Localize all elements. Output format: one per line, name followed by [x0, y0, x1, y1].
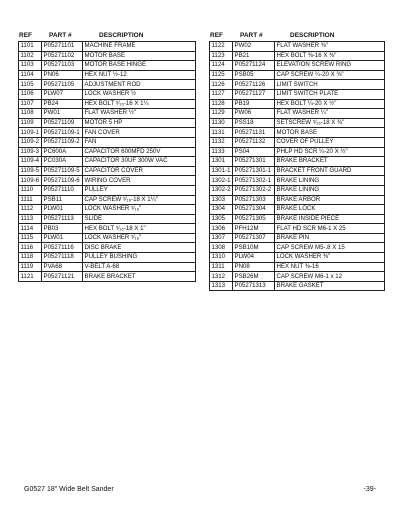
part-cell: PVA68	[42, 262, 83, 272]
description-cell: HEX NUT ⅜-16	[275, 262, 385, 272]
table-row	[19, 42, 196, 52]
ref-cell: 1304	[210, 205, 233, 215]
ref-header: REF	[210, 32, 223, 39]
table-row	[19, 185, 196, 195]
ref-cell: 1302-1	[210, 176, 233, 186]
ref-cell: 1108	[19, 109, 42, 119]
description-cell: BRAKE LOCK	[275, 205, 385, 215]
description-cell: HEX BOLT ⁵⁄₁₆-16 X 1¼	[83, 99, 196, 109]
part-cell: P05271121	[42, 272, 83, 282]
part-cell: P05271118	[42, 253, 83, 263]
ref-cell: 1124	[210, 61, 233, 71]
part-cell: P05271305	[233, 214, 275, 224]
ref-cell: 1310	[210, 253, 233, 263]
description-cell: ADJUSTMENT ROD	[83, 80, 196, 90]
part-cell: PFH12M	[233, 224, 275, 234]
part-cell: P05271307	[233, 233, 275, 243]
part-cell: PSB11	[42, 195, 83, 205]
part-cell: P05271302-2	[233, 185, 275, 195]
ref-header: REF	[19, 32, 32, 39]
description-cell: SETSCREW ⁵⁄₁₆-18 X ⅜"	[275, 118, 385, 128]
part-cell: PLW01	[42, 205, 83, 215]
table-row	[210, 80, 385, 90]
part-cell: P05271109-1	[42, 128, 83, 138]
ref-cell: 1130	[210, 118, 233, 128]
part-cell: P05271105	[42, 80, 83, 90]
part-cell: P05271303	[233, 195, 275, 205]
table-row	[210, 137, 385, 147]
description-cell: FAN	[83, 137, 196, 147]
table-row	[19, 118, 196, 128]
table-row	[19, 166, 196, 176]
ref-cell: 1106	[19, 89, 42, 99]
ref-cell: 1116	[19, 243, 42, 253]
ref-cell: 1113	[19, 214, 42, 224]
description-cell: BRAKE LINING	[275, 185, 385, 195]
ref-cell: 1118	[19, 253, 42, 263]
ref-cell: 1133	[210, 147, 233, 157]
table-row	[210, 185, 385, 195]
table-row	[210, 224, 385, 234]
table-row	[210, 51, 385, 61]
ref-cell: 1101	[19, 42, 42, 52]
part-cell: P05271110	[42, 185, 83, 195]
table-header	[18, 31, 196, 41]
part-cell: P05271127	[233, 89, 275, 99]
part-cell: PS04	[233, 147, 275, 157]
table-row	[19, 157, 196, 167]
table-row	[19, 253, 196, 263]
description-cell: FLAT WASHER ½"	[83, 109, 196, 119]
table-row	[210, 262, 385, 272]
part-cell: PB24	[42, 99, 83, 109]
description-cell: LOCK WASHER ½	[83, 89, 196, 99]
part-cell: PSB26M	[233, 272, 275, 282]
table-row	[19, 89, 196, 99]
ref-cell: 1109-4	[19, 157, 42, 167]
description-cell: DISC BRAKE	[83, 243, 196, 253]
ref-cell: 1125	[210, 70, 233, 80]
ref-cell: 1111	[19, 195, 42, 205]
ref-cell: 1114	[19, 224, 42, 234]
ref-cell: 1301	[210, 157, 233, 167]
description-cell: LIMIT SWITCH	[275, 80, 385, 90]
table-row	[19, 70, 196, 80]
table-row	[19, 205, 196, 215]
table-row	[210, 281, 385, 291]
part-cell: P05271109-6	[42, 176, 83, 186]
description-cell: BRAKE LINING	[275, 176, 385, 186]
ref-cell: 1128	[210, 99, 233, 109]
ref-cell: 1305	[210, 214, 233, 224]
table-row	[210, 157, 385, 167]
ref-cell: 1115	[19, 233, 42, 243]
part-cell: PSS18	[233, 118, 275, 128]
table-row	[19, 147, 196, 157]
description-cell: HEX BOLT ¼-20 X ½"	[275, 99, 385, 109]
ref-cell: 1306	[210, 224, 233, 234]
part-cell: PC600A	[42, 147, 83, 157]
ref-cell: 1127	[210, 89, 233, 99]
table-row	[19, 224, 196, 234]
table-row	[210, 176, 385, 186]
table-row	[210, 205, 385, 215]
ref-cell: 1105	[19, 80, 42, 90]
part-cell: P05271126	[233, 80, 275, 90]
ref-cell: 1311	[210, 262, 233, 272]
description-cell: FLAT WASHER ¼"	[275, 109, 385, 119]
part-cell: PW02	[233, 42, 275, 52]
part-cell: PN06	[42, 70, 83, 80]
table-row	[210, 128, 385, 138]
part-cell: PB19	[233, 99, 275, 109]
description-cell: LIMIT SWITCH PLATE	[275, 89, 385, 99]
ref-cell: 1312	[210, 272, 233, 282]
part-cell: PB03	[42, 224, 83, 234]
description-cell: CAP SCREW ¼-20 X ⅜"	[275, 70, 385, 80]
part-cell: P05271109	[42, 118, 83, 128]
description-cell: COVER OF PULLEY	[275, 137, 385, 147]
description-cell: BRAKE PIN	[275, 233, 385, 243]
description-cell: MACHINE FRAME	[83, 42, 196, 52]
table-row	[210, 109, 385, 119]
part-cell: P05271109-5	[42, 166, 83, 176]
description-cell: PHLP HD SCR ¼-20 X ½"	[275, 147, 385, 157]
part-cell: P05271103	[42, 61, 83, 71]
description-cell: SLIDE	[83, 214, 196, 224]
description-cell: BRAKE BRACKET	[83, 272, 196, 282]
part-cell: PN08	[233, 262, 275, 272]
description-cell: CAPACITOR 600MFD 250V	[83, 147, 196, 157]
description-cell: ELEVATION SCREW RING	[275, 61, 385, 71]
ref-cell: 1109-2	[19, 137, 42, 147]
ref-cell: 1112	[19, 205, 42, 215]
ref-cell: 1107	[19, 99, 42, 109]
ref-cell: 1109-5	[19, 166, 42, 176]
table-row	[19, 214, 196, 224]
table-row	[19, 109, 196, 119]
description-cell: BRAKE BRACKET	[275, 157, 385, 167]
table-row	[19, 243, 196, 253]
table-row	[210, 147, 385, 157]
description-cell: HEX NUT ½-12	[83, 70, 196, 80]
table-row	[19, 176, 196, 186]
part-cell: P05271101	[42, 42, 83, 52]
parts-table-right	[209, 31, 385, 291]
part-cell: P05271109-2	[42, 137, 83, 147]
description-cell: BRAKE INSIDE PIECE	[275, 214, 385, 224]
table-row	[210, 214, 385, 224]
description-header: DESCRIPTION	[290, 32, 335, 39]
ref-cell: 1301-1	[210, 166, 233, 176]
table-row	[19, 128, 196, 138]
table-row	[210, 272, 385, 282]
part-cell: P05271302-1	[233, 176, 275, 186]
table-row	[210, 233, 385, 243]
description-cell: FAN COVER	[83, 128, 196, 138]
description-cell: LOCK WASHER ⁵⁄₁₆"	[83, 233, 196, 243]
ref-cell: 1104	[19, 70, 42, 80]
description-cell: CAP SCREW M6-1 x 12	[275, 272, 385, 282]
ref-cell: 1132	[210, 137, 233, 147]
part-cell: P05271131	[233, 128, 275, 138]
ref-cell: 1109-3	[19, 147, 42, 157]
part-cell: PLW07	[42, 89, 83, 99]
part-cell: PLW04	[233, 253, 275, 263]
part-cell: PLW01	[42, 233, 83, 243]
description-cell: HEX BOLT ⁵⁄₁₆-18 X 1"	[83, 224, 196, 234]
description-cell: WIRING COVER	[83, 176, 196, 186]
part-cell: PB21	[233, 51, 275, 61]
footer-title: G0527 18" Wide Belt Sander	[24, 486, 114, 493]
ref-cell: 1110	[19, 185, 42, 195]
part-cell: PSB10M	[233, 243, 275, 253]
table-row	[19, 80, 196, 90]
part-cell: P05271132	[233, 137, 275, 147]
table-header	[209, 31, 385, 41]
part-cell: P05271102	[42, 51, 83, 61]
table-row	[210, 89, 385, 99]
description-cell: MOTOR BASE	[275, 128, 385, 138]
table-row	[210, 42, 385, 52]
part-cell: P05271116	[42, 243, 83, 253]
part-cell: PSB05	[233, 70, 275, 80]
description-cell: BRAKE GASKET	[275, 281, 385, 291]
ref-cell: 1119	[19, 262, 42, 272]
part-header: PART #	[240, 32, 263, 39]
description-cell: PULLEY	[83, 185, 196, 195]
table-row	[19, 195, 196, 205]
table-row	[19, 262, 196, 272]
description-cell: MOTOR BASE	[83, 51, 196, 61]
part-cell: PW01	[42, 109, 83, 119]
table-row	[210, 195, 385, 205]
description-cell: V-BELT A-68	[83, 262, 196, 272]
part-cell: P05271313	[233, 281, 275, 291]
table-row	[210, 70, 385, 80]
part-cell: P05271124	[233, 61, 275, 71]
table-row	[210, 99, 385, 109]
table-row	[19, 137, 196, 147]
description-cell: LOCK WASHER ⅜"	[275, 253, 385, 263]
ref-cell: 1103	[19, 61, 42, 71]
ref-cell: 1129	[210, 109, 233, 119]
description-cell: FLAT HD SCR M6-1 X 25	[275, 224, 385, 234]
ref-cell: 1303	[210, 195, 233, 205]
description-cell: CAP SCREW M5-.8 X 15	[275, 243, 385, 253]
ref-cell: 1313	[210, 281, 233, 291]
description-cell: BRACKET FRONT GUARD	[275, 166, 385, 176]
table-row	[210, 118, 385, 128]
ref-cell: 1308	[210, 243, 233, 253]
ref-cell: 1123	[210, 51, 233, 61]
ref-cell: 1307	[210, 233, 233, 243]
part-cell: P05271304	[233, 205, 275, 215]
ref-cell: 1109-1	[19, 128, 42, 138]
table-row	[19, 51, 196, 61]
description-cell: CAP SCREW ⁵⁄₁₆-18 X 1¼"	[83, 195, 196, 205]
ref-cell: 1122	[210, 42, 233, 52]
parts-table-left	[18, 31, 196, 282]
description-cell: PULLEY BUSHING	[83, 253, 196, 263]
table-row	[19, 272, 196, 282]
ref-cell: 1109	[19, 118, 42, 128]
description-cell: CAPACITOR 30UF 300W VAC	[83, 157, 196, 167]
table-row	[19, 233, 196, 243]
part-cell: P05271301-1	[233, 166, 275, 176]
table-row	[210, 243, 385, 253]
ref-cell: 1131	[210, 128, 233, 138]
description-cell: MOTOR 5 HP	[83, 118, 196, 128]
ref-cell: 1102	[19, 51, 42, 61]
description-cell: FLAT WASHER ⅜"	[275, 42, 385, 52]
ref-cell: 1109-6	[19, 176, 42, 186]
description-header: DESCRIPTION	[99, 32, 144, 39]
ref-cell: 1302-2	[210, 185, 233, 195]
table-row	[19, 99, 196, 109]
description-cell: HEX BOLT ⅜-16 X ⅜"	[275, 51, 385, 61]
page-number: -39-	[363, 486, 376, 493]
table-row	[210, 61, 385, 71]
description-cell: MOTOR BASE HINGE	[83, 61, 196, 71]
table-row	[210, 253, 385, 263]
ref-cell: 1126	[210, 80, 233, 90]
table-row	[19, 61, 196, 71]
part-cell: PC030A	[42, 157, 83, 167]
description-cell: BRAKE ARBOR	[275, 195, 385, 205]
part-cell: P05271301	[233, 157, 275, 167]
ref-cell: 1121	[19, 272, 42, 282]
part-cell: P05271113	[42, 214, 83, 224]
description-cell: LOCK WASHER ⁵⁄₁₆"	[83, 205, 196, 215]
part-cell: PW06	[233, 109, 275, 119]
part-header: PART #	[49, 32, 72, 39]
table-row	[210, 166, 385, 176]
description-cell: CAPACITOR COVER	[83, 166, 196, 176]
